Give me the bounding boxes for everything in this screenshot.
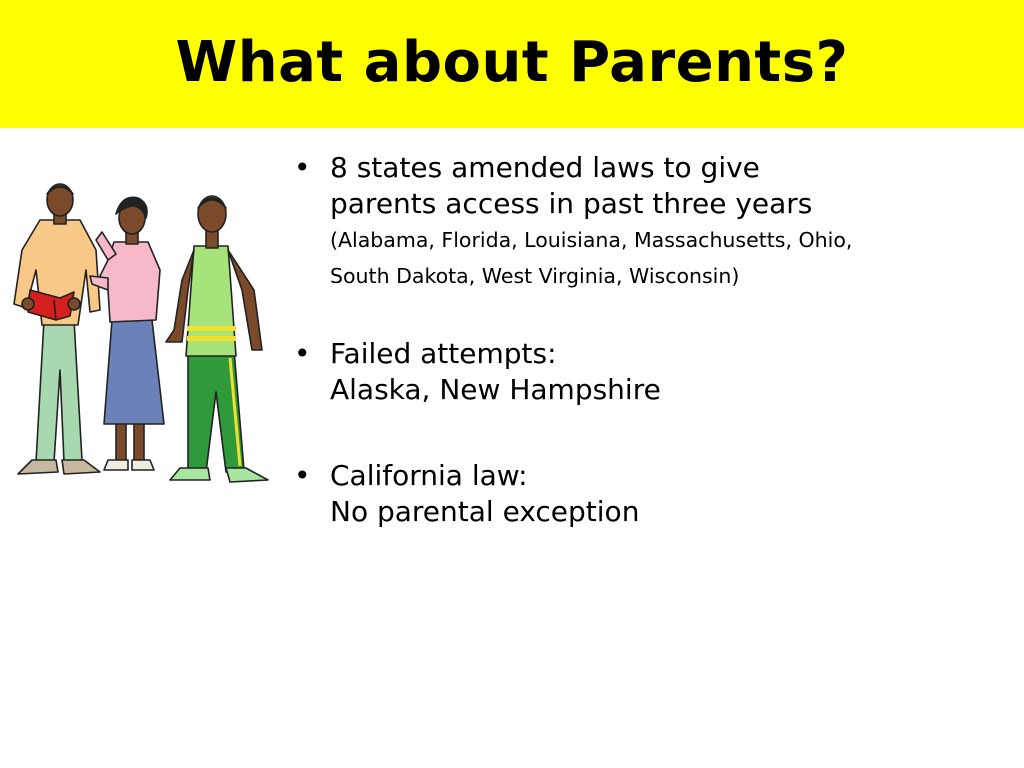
bullet-continuation: Alaska, New Hampshire [330, 373, 661, 406]
father-figure [14, 184, 100, 474]
bullet-marker: • [294, 459, 311, 492]
bullet-marker: • [294, 151, 311, 184]
title-bar [0, 0, 1024, 128]
bullet-note-line: (Alabama, Florida, Louisiana, Massachusetts, Ohio, [330, 228, 853, 252]
bullet-marker: • [294, 337, 311, 370]
bullet-line: Failed attempts: [330, 337, 557, 370]
bullet-list [290, 150, 1010, 530]
bullet-line: 8 states amended laws to give [330, 151, 760, 184]
bullet-item [290, 458, 1010, 494]
son-figure [166, 196, 268, 482]
bullet-item [290, 150, 1010, 294]
bullet-item [290, 336, 1010, 372]
mother-figure [90, 197, 164, 470]
bullet-note-line: South Dakota, West Virginia, Wisconsin) [330, 264, 740, 288]
bullet-continuation: No parental exception [330, 495, 640, 528]
family-illustration [4, 180, 274, 500]
bullet-line: California law: [330, 459, 528, 492]
bullet-note [330, 222, 1010, 294]
bullet-line: parents access in past three years [330, 187, 813, 220]
slide-title: What about Parents? [175, 29, 849, 95]
